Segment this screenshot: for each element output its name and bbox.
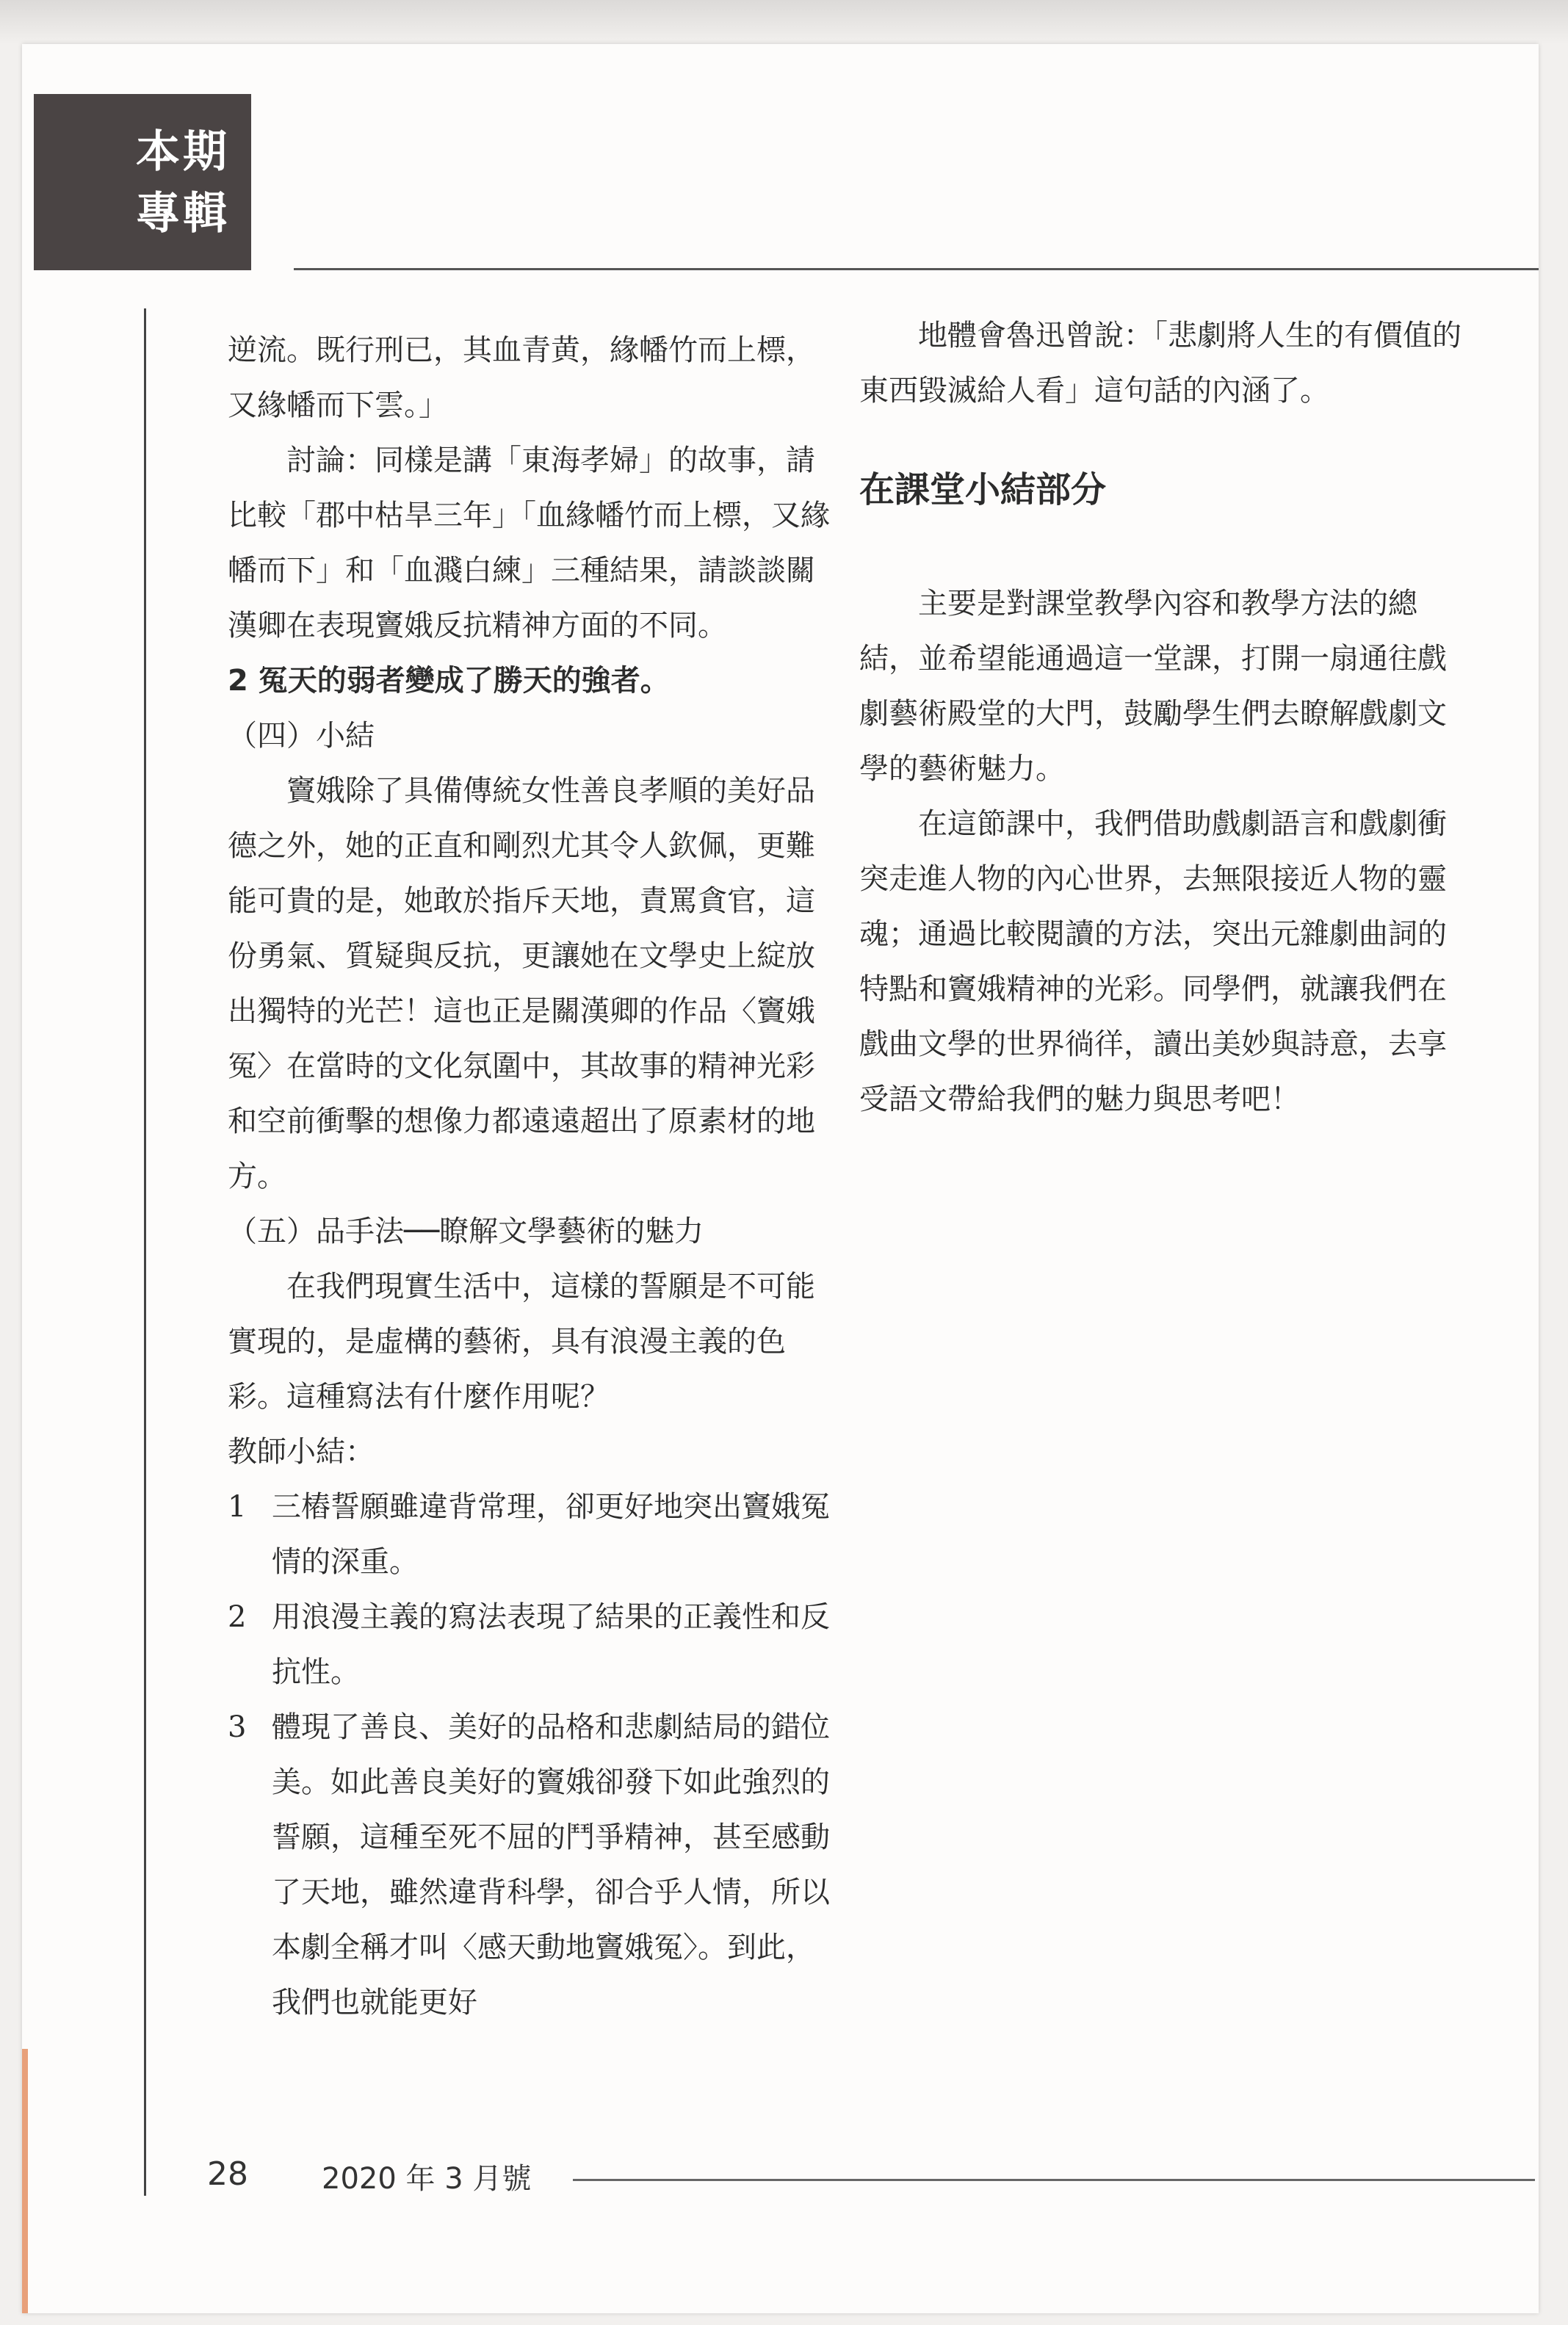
list-item: 2 用浪漫主義的寫法表現了結果的正義性和反抗性。: [228, 1600, 830, 1689]
paragraph: 討論：同樣是講「東海孝婦」的故事，請比較「郡中枯旱三年」「血緣幡竹而上標，又緣幡而下」和「血濺白練」三種結果，請談談關漢卿在表現竇娥反抗精神方面的不同。: [228, 444, 830, 643]
paragraph: 在我們現實生活中，這樣的誓願是不可能實現的，是虛構的藝術，具有浪漫主義的色彩。這種寫法有什麼作用呢？: [228, 1270, 815, 1414]
section-title: 本期專輯: [136, 126, 230, 239]
paragraph: 逆流。既行刑已，其血青黄，緣幡竹而上標，又緣幡而下雲。」: [228, 333, 815, 422]
right-column: [859, 308, 1462, 1127]
paragraph: 主要是對課堂教學內容和教學方法的總結，並希望能通過這一堂課，打開一扇通往戲劇藝術殿堂的大門，鼓勵學生們去瞭解戲劇文學的藝術魅力。: [859, 587, 1447, 786]
footer-rule: [573, 2179, 1535, 2181]
section-label: （四）小結: [228, 719, 375, 753]
list-item: 1 三樁誓願雖違背常理，卻更好地突出竇娥冤情的深重。: [228, 1490, 830, 1579]
list-item: 3 體現了善良、美好的品格和悲劇結局的錯位美。如此善良美好的竇娥卻發下如此強烈的誓願，這種至死不屈的鬥爭精神，甚至感動了天地，雖然違背科學，卻合乎人情，所以本劇全稱才叫〈感天動地竇娥冤〉。到此，我們也就能更好: [228, 1710, 830, 2020]
page-edge-color: [22, 2049, 28, 2313]
paragraph: 在這節課中，我們借助戲劇語言和戲劇衝突走進人物的內心世界，去無限接近人物的靈魂；通過比較閱讀的方法，突出元雜劇曲詞的特點和竇娥精神的光彩。同學們，就讓我們在戲曲文學的世界徜徉，讀出美妙與詩意，去享受語文帶給我們的魅力與思考吧！: [859, 807, 1447, 1116]
page-number: 28: [207, 2155, 248, 2193]
left-column: [228, 323, 837, 2031]
section-label: （五）品手法──瞭解文學藝術的魅力: [228, 1215, 704, 1248]
paragraph: 地體會魯迅曾說：「悲劇將人生的有價值的東西毀滅給人看」這句話的內涵了。: [859, 319, 1462, 408]
scan-top-shadow: [0, 0, 1568, 44]
label: 教師小結：: [228, 1435, 375, 1469]
section-heading: 在課堂小結部分: [859, 469, 1107, 510]
margin-rule: [144, 308, 146, 2196]
issue-date: 2020 年 3 月號: [322, 2162, 532, 2196]
subheading: 2 冤天的弱者變成了勝天的強者。: [228, 664, 670, 698]
paragraph: 竇娥除了具備傳統女性善良孝順的美好品德之外，她的正直和剛烈尤其令人欽佩，更難能可貴的是，她敢於指斥天地，責罵貪官，這份勇氣、質疑與反抗，更讓她在文學史上綻放出獨特的光芒！這也正是關漢卿的作品〈竇娥冤〉在當時的文化氛圍中，其故事的精神光彩和空前衝擊的想像力都遠遠超出了原素材的地方。: [228, 774, 815, 1193]
header-rule: [294, 268, 1539, 270]
